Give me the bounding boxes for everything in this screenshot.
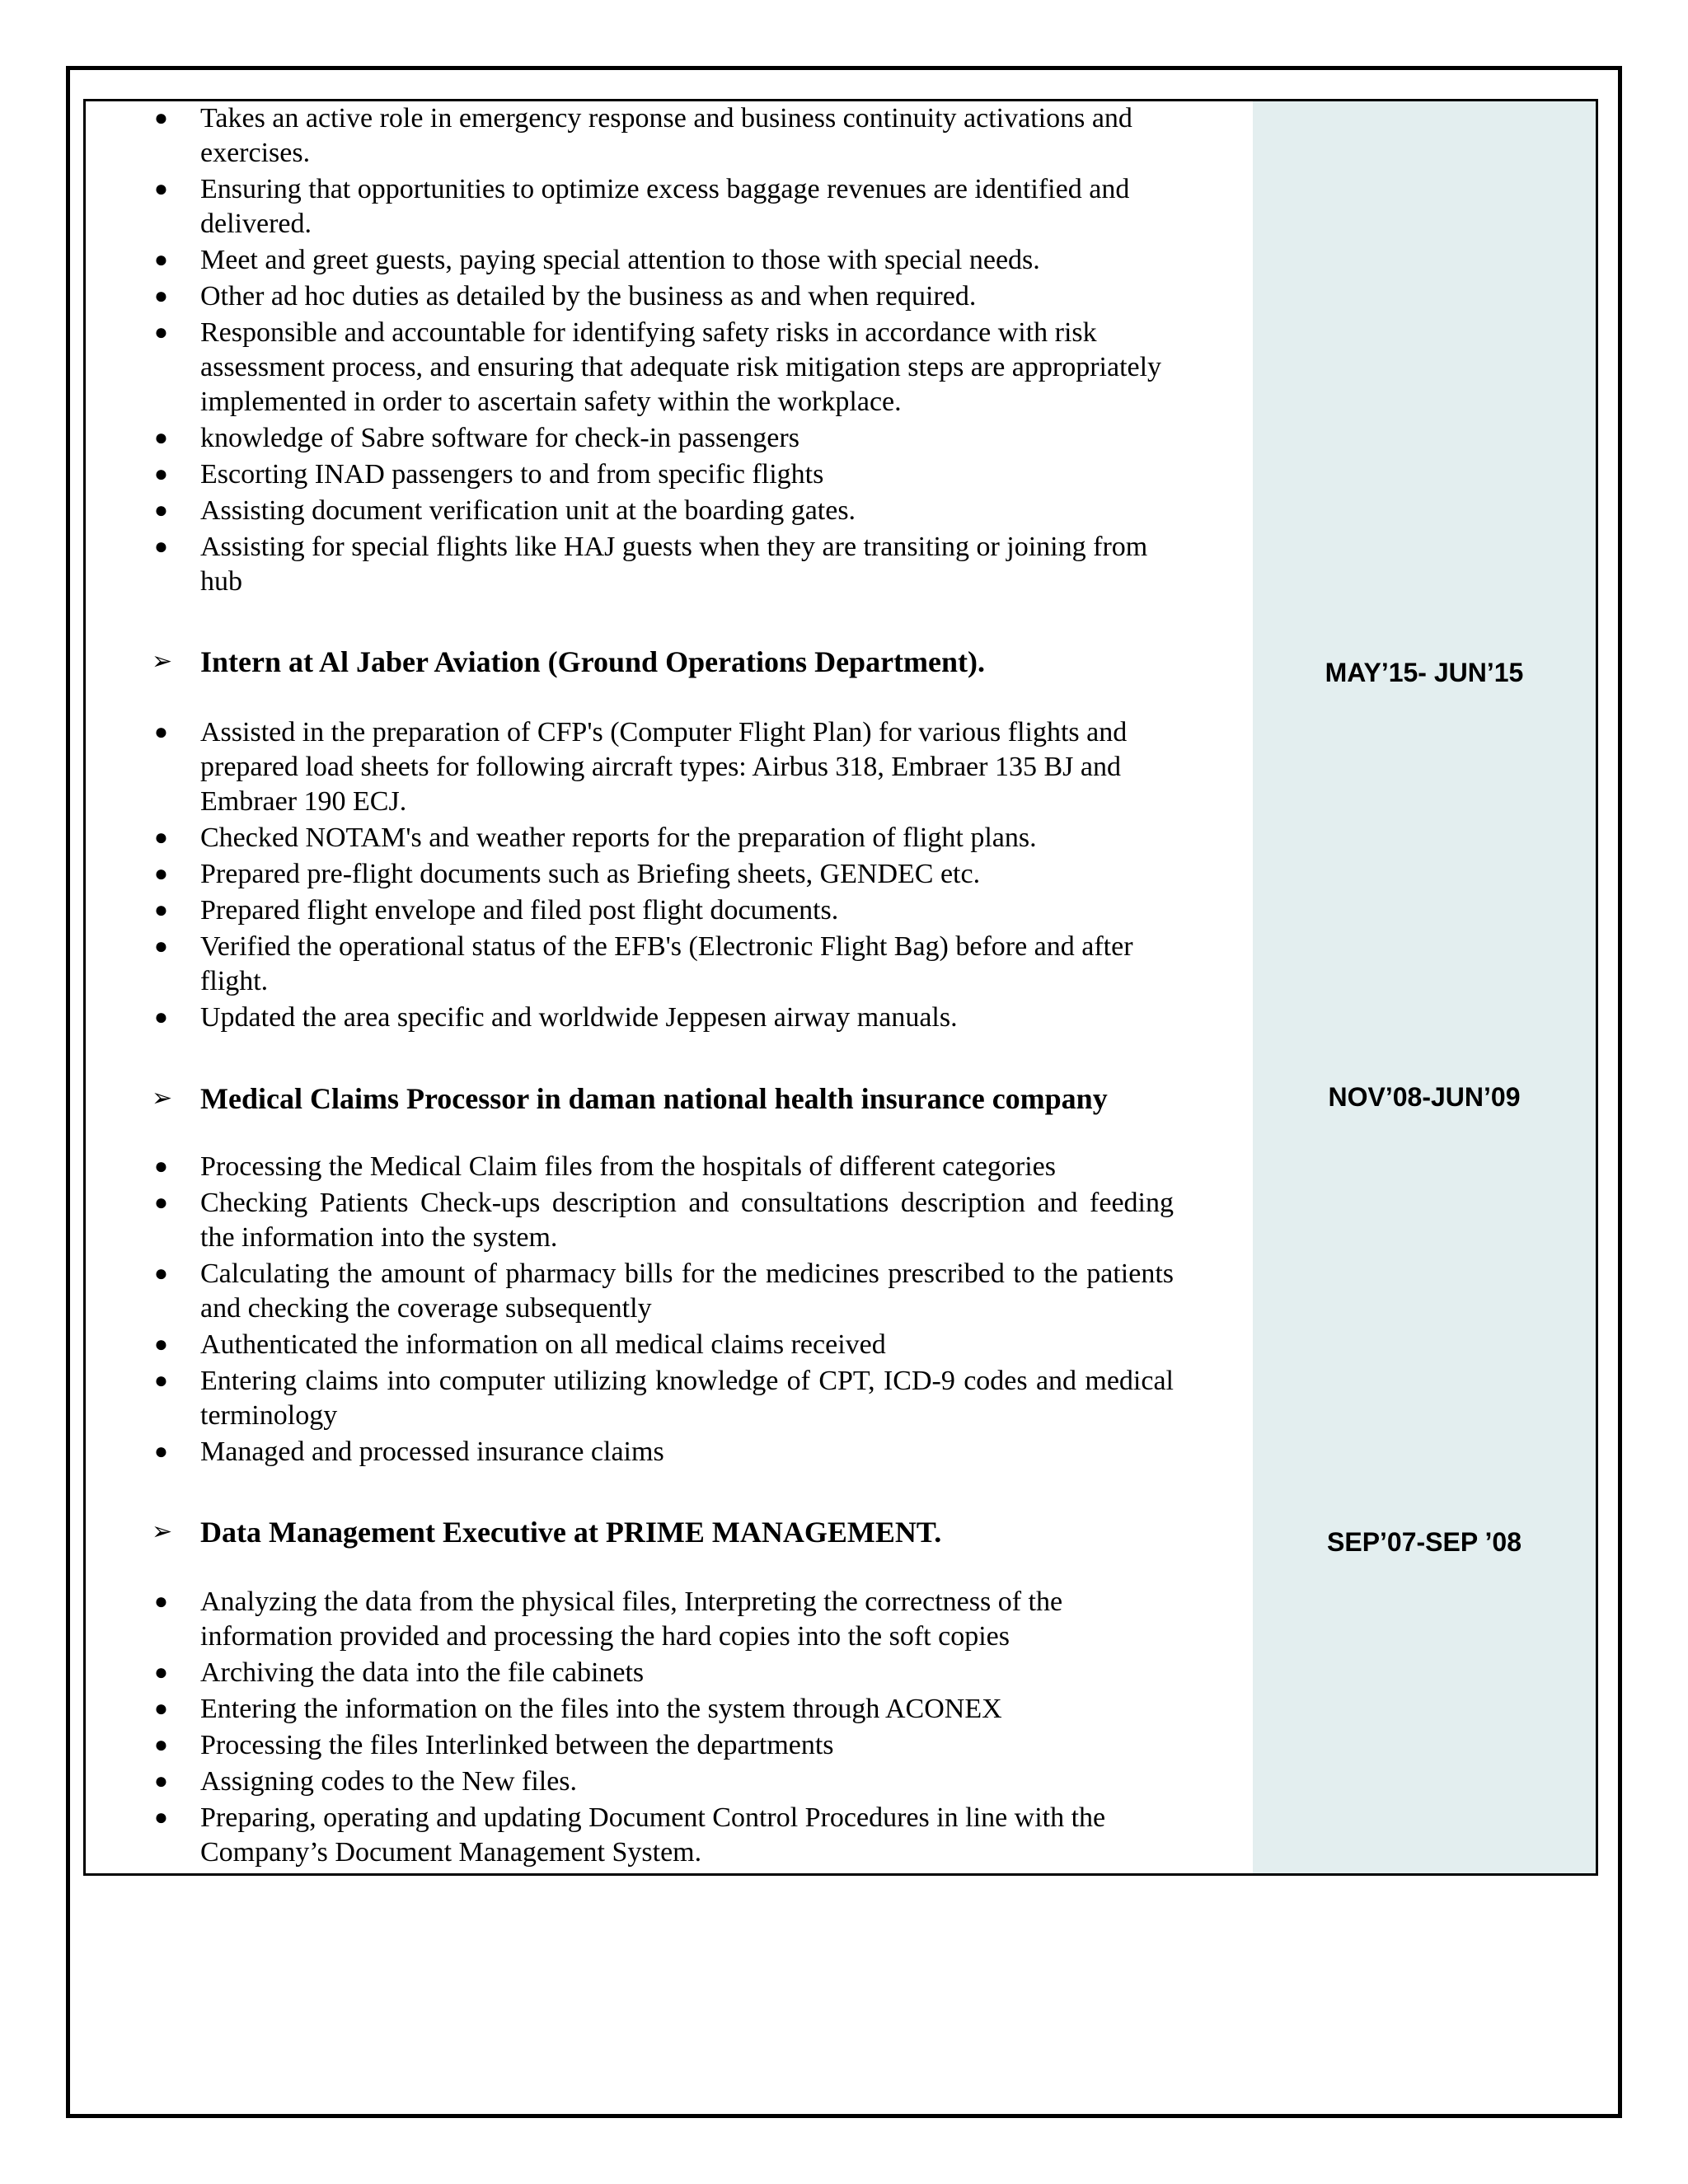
list-item xyxy=(86,530,1174,599)
list-item xyxy=(86,930,1174,999)
bullet-icon: ● xyxy=(154,534,168,560)
job-date-prime: SEP’07-SEP ’08 xyxy=(1327,1527,1522,1557)
continued-bullet-list xyxy=(86,101,1240,599)
job-title-prime xyxy=(86,1514,1240,1550)
job-bullet-list xyxy=(86,1150,1240,1469)
bullet-text: Assigning codes to the New files. xyxy=(200,1766,578,1797)
bullet-text: Responsible and accountable for identifying safety risks in accordance with risk assessment process, and ensuring that adequate risk mitigation steps are appropriately implemented in order to ascertain safety within the workplace. xyxy=(200,317,1162,417)
bullet-text: Prepared flight envelope and filed post flight documents. xyxy=(200,895,839,926)
bullet-icon: ● xyxy=(154,1368,168,1394)
job-date-daman: NOV’08-JUN’09 xyxy=(1328,1082,1521,1112)
job-title-al-jaber xyxy=(86,644,1240,680)
bullet-text: Checking Patients Check-ups description and consultations description and feeding the information into the system. xyxy=(200,1188,1174,1253)
list-item xyxy=(86,316,1174,419)
job-date-al-jaber: MAY’15- JUN’15 xyxy=(1325,658,1524,687)
bullet-text: Assisted in the preparation of CFP's (Computer Flight Plan) for various flights and prepared load sheets for following aircraft types: Airbus 318, Embraer 135 BJ and Embraer 190 ECJ. xyxy=(200,717,1128,817)
bullet-icon: ● xyxy=(154,1005,168,1030)
bullet-text: Updated the area specific and worldwide Jeppesen airway manuals. xyxy=(200,1002,958,1033)
list-item xyxy=(86,715,1174,819)
list-item xyxy=(86,279,1174,314)
list-item xyxy=(86,1801,1174,1870)
date-column xyxy=(1253,101,1596,1873)
bullet-text: Assisting for special flights like HAJ guests when they are transiting or joining from hub xyxy=(200,532,1148,597)
bullet-text: Takes an active role in emergency response and business continuity activations and exercises. xyxy=(200,103,1132,168)
bullet-icon: ● xyxy=(154,1439,168,1465)
bullet-icon: ● xyxy=(154,825,168,851)
bullet-icon: ● xyxy=(154,176,168,202)
bullet-text: Meet and greet guests, paying special attention to those with special needs. xyxy=(200,245,1040,275)
list-item xyxy=(86,243,1174,278)
arrow-bullet-icon: ➢ xyxy=(152,1084,173,1113)
list-item xyxy=(86,1728,1174,1763)
bullet-text: Other ad hoc duties as detailed by the business as and when required. xyxy=(200,281,977,312)
job-title-text: Intern at Al Jaber Aviation (Ground Operations Department). xyxy=(200,645,985,678)
list-item xyxy=(86,1692,1174,1727)
bullet-text: Processing the files Interlinked between the departments xyxy=(200,1730,834,1760)
bullet-text: Escorting INAD passengers to and from specific flights xyxy=(200,459,824,490)
bullet-text: knowledge of Sabre software for check-in passengers xyxy=(200,423,799,453)
job-bullet-list xyxy=(86,1585,1240,1870)
bullet-icon: ● xyxy=(154,1769,168,1794)
bullet-text: Analyzing the data from the physical files, Interpreting the correctness of the information provided and processing the hard copies into the soft copies xyxy=(200,1586,1063,1652)
bullet-text: Checked NOTAM's and weather reports for the preparation of flight plans. xyxy=(200,823,1037,853)
job-section-al-jaber xyxy=(86,715,1240,1037)
bullet-text: Managed and processed insurance claims xyxy=(200,1436,664,1467)
bullet-icon: ● xyxy=(154,719,168,745)
job-section-daman xyxy=(86,1150,1240,1471)
list-item xyxy=(86,421,1174,456)
bullet-icon: ● xyxy=(154,1190,168,1216)
arrow-bullet-icon: ➢ xyxy=(152,1517,173,1546)
bullet-text: Ensuring that opportunities to optimize excess baggage revenues are identified and delivered. xyxy=(200,174,1130,239)
bullet-text: Entering the information on the files into the system through ACONEX xyxy=(200,1694,1002,1724)
bullet-text: Preparing, operating and updating Document Control Procedures in line with the Company’s Document Management System. xyxy=(200,1802,1106,1868)
list-item xyxy=(86,893,1174,928)
bullet-text: Authenticated the information on all medical claims received xyxy=(200,1329,886,1360)
bullet-icon: ● xyxy=(154,105,168,131)
bullet-text: Prepared pre-flight documents such as Briefing sheets, GENDEC etc. xyxy=(200,859,981,889)
list-item xyxy=(86,1656,1174,1690)
bullet-icon: ● xyxy=(154,1589,168,1615)
bullet-icon: ● xyxy=(154,462,168,487)
arrow-bullet-icon: ➢ xyxy=(152,647,173,676)
job-section-prime xyxy=(86,1585,1240,1872)
continued-section xyxy=(86,101,1240,601)
list-item xyxy=(86,1435,1174,1469)
list-item xyxy=(86,857,1174,892)
bullet-icon: ● xyxy=(154,898,168,923)
list-item xyxy=(86,494,1174,528)
job-title-text: Data Management Executive at PRIME MANAGEMENT. xyxy=(200,1516,942,1549)
bullet-icon: ● xyxy=(154,1696,168,1722)
bullet-icon: ● xyxy=(154,498,168,523)
experience-table xyxy=(83,99,1598,1876)
bullet-icon: ● xyxy=(154,284,168,309)
bullet-icon: ● xyxy=(154,1732,168,1758)
bullet-icon: ● xyxy=(154,1261,168,1286)
bullet-text: Entering claims into computer utilizing knowledge of CPT, ICD-9 codes and medical terminology xyxy=(200,1366,1174,1431)
job-bullet-list xyxy=(86,715,1240,1035)
bullet-icon: ● xyxy=(154,1332,168,1357)
bullet-text: Processing the Medical Claim files from the hospitals of different categories xyxy=(200,1151,1056,1182)
job-title-text: Medical Claims Processor in daman national health insurance company xyxy=(200,1082,1108,1115)
bullet-icon: ● xyxy=(154,320,168,345)
list-item xyxy=(86,1150,1174,1184)
list-item xyxy=(86,1364,1174,1433)
bullet-text: Archiving the data into the file cabinets xyxy=(200,1657,645,1688)
list-item xyxy=(86,1328,1174,1362)
list-item xyxy=(86,821,1174,855)
list-item xyxy=(86,1585,1174,1654)
bullet-icon: ● xyxy=(154,247,168,273)
bullet-icon: ● xyxy=(154,934,168,959)
bullet-text: Calculating the amount of pharmacy bills for the medicines prescribed to the patients and checking the coverage subsequently xyxy=(200,1258,1174,1324)
list-item xyxy=(86,1001,1174,1035)
list-item xyxy=(86,1257,1174,1326)
bullet-text: Verified the operational status of the EFB's (Electronic Flight Bag) before and after flight. xyxy=(200,931,1133,996)
bullet-icon: ● xyxy=(154,1805,168,1830)
bullet-icon: ● xyxy=(154,1154,168,1179)
bullet-icon: ● xyxy=(154,1660,168,1685)
list-item xyxy=(86,1186,1174,1255)
job-title-daman xyxy=(86,1080,1240,1117)
list-item xyxy=(86,172,1174,241)
list-item xyxy=(86,457,1174,492)
bullet-text: Assisting document verification unit at the boarding gates. xyxy=(200,495,856,526)
list-item xyxy=(86,101,1174,171)
bullet-icon: ● xyxy=(154,425,168,451)
bullet-icon: ● xyxy=(154,861,168,887)
list-item xyxy=(86,1765,1174,1799)
